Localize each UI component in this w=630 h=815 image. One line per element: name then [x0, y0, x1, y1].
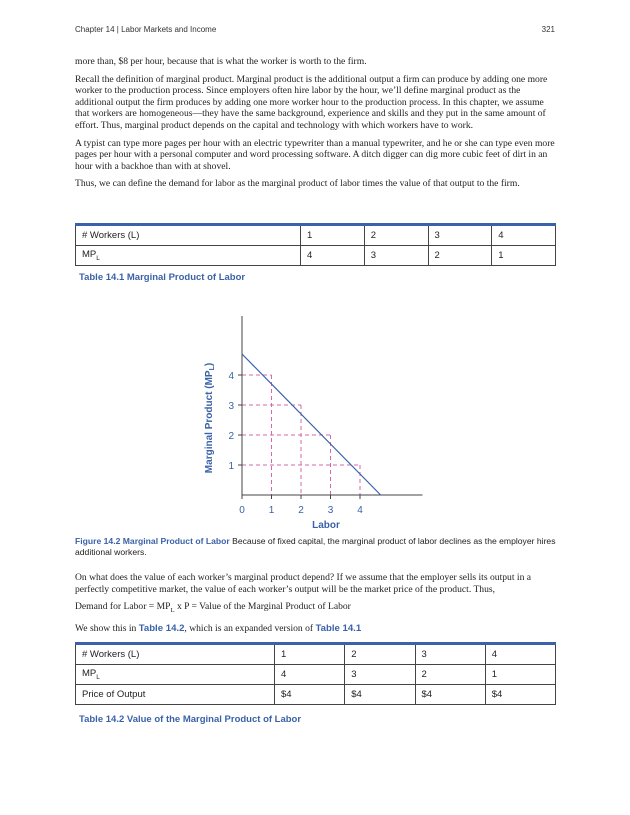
x-axis-label: Labor: [312, 520, 340, 531]
table-cell: 4: [492, 225, 556, 246]
x-tick-label: 0: [239, 505, 245, 516]
table-cell: 2: [345, 644, 415, 665]
table-cell: $4: [275, 685, 345, 705]
y-axis-label: Marginal Product $(MP_L)$: [204, 362, 216, 474]
table-cell: 1: [275, 644, 345, 665]
table-cell: 4: [485, 644, 555, 665]
table-cell: 1: [492, 246, 556, 266]
table-cell: 3: [428, 225, 492, 246]
figure-caption: [75, 536, 557, 558]
equation-part: Demand for Labor = MP: [75, 601, 171, 613]
x-tick-label: 1: [268, 505, 275, 516]
equation-part: x P = Value of the Marginal Product of Labor: [174, 601, 351, 613]
equation: [75, 601, 557, 617]
table-cell: 4: [275, 665, 345, 685]
text-part: We show this in: [75, 622, 139, 634]
body-text-bottom: [75, 572, 557, 640]
table-cell: $4: [485, 685, 555, 705]
table-row: [76, 225, 556, 246]
table-row: [76, 246, 556, 266]
table-cell: $4: [345, 685, 415, 705]
figure-text: Because of fixed capital, the marginal product of labor declines as the employer hires additional workers.: [75, 536, 556, 557]
x-tick-label: 2: [298, 505, 304, 516]
chapter-title: Chapter 14 | Labor Markets and Income: [75, 25, 217, 34]
page-number: 321: [541, 25, 555, 34]
paragraph: [75, 623, 557, 635]
row-label: # Workers (L): [82, 230, 140, 241]
row-label: MP: [82, 668, 97, 680]
table-cell: 3: [345, 665, 415, 685]
row-label-subscript: L: [96, 673, 100, 681]
row-label: # Workers (L): [82, 649, 140, 660]
table-cell: 4: [301, 246, 365, 266]
row-label: MP: [82, 249, 97, 261]
y-tick-label: 1: [228, 461, 234, 472]
equation-subscript: L: [170, 607, 175, 615]
table-row: [76, 685, 556, 705]
y-tick-label: 3: [228, 401, 234, 412]
table-row: [76, 644, 556, 665]
table-value-marginal-product: [75, 642, 556, 705]
table-caption: Table 14.1 Marginal Product of Labor: [79, 272, 246, 283]
row-label-subscript: L: [96, 254, 100, 262]
paragraph: more than, $8 per hour, because that is what the worker is worth to the firm.: [75, 56, 367, 67]
paragraph: On what does the value of each worker’s marginal product depend? If we assume that the employer sells its output in a perfectly competitive market, the value of each worker’s output will be the market price of the product. Thus,: [75, 572, 532, 595]
y-tick-label: 2: [228, 431, 234, 442]
table-caption: Table 14.2 Value of the Marginal Product of Labor: [79, 714, 302, 725]
row-header: [76, 225, 301, 246]
table-link[interactable]: Table 14.2: [138, 622, 185, 634]
table-marginal-product: [75, 223, 556, 266]
figure-label: Figure 14.2 Marginal Product of Labor: [75, 536, 230, 546]
table-cell: 2: [428, 246, 492, 266]
table-cell: 3: [364, 246, 428, 266]
y-tick-label: 4: [228, 371, 234, 382]
body-text-top: [75, 56, 557, 196]
series-line: [242, 354, 381, 495]
table-cell: 2: [415, 665, 485, 685]
table-cell: 1: [485, 665, 555, 685]
text-part: , which is an expanded version of: [184, 622, 316, 634]
row-header: [76, 246, 301, 266]
table-row: [76, 665, 556, 685]
table-link[interactable]: Table 14.1: [315, 622, 362, 634]
table-cell: 3: [415, 644, 485, 665]
row-label: Price of Output: [82, 689, 146, 700]
paragraph: Thus, we can define the demand for labor as the marginal product of labor times the value of that output to the firm.: [75, 178, 520, 190]
table-cell: $4: [415, 685, 485, 705]
table-cell: 2: [364, 225, 428, 246]
x-tick-label: 3: [327, 505, 334, 516]
row-header: [76, 665, 275, 685]
paragraph: A typist can type more pages per hour with an electric typewriter than a manual typewriter, and he or she can type even more pages per hour with a personal computer and word processing software. A ditch digger can dig more cubic feet of dirt in an hour with a backhoe than with at shovel.: [75, 137, 555, 172]
marginal-product-chart: [195, 308, 440, 533]
x-tick-label: 4: [357, 505, 363, 516]
row-header: [76, 644, 275, 665]
table-cell: 1: [301, 225, 365, 246]
row-header: [76, 685, 275, 705]
paragraph: Recall the definition of marginal product. Marginal product is the additional output a firm can produce by adding one more worker to the production process. Since employers often hire labor by the hour, we’ll define marginal product as the additional output the firm produces by adding one more worker hour to the production process. In this chapter, we assume that workers are homogeneous—they have the same background, experience and skills and they put in the same amount of effort. Thus, marginal product depends on the capital and technology with which workers have to work.: [75, 73, 548, 131]
